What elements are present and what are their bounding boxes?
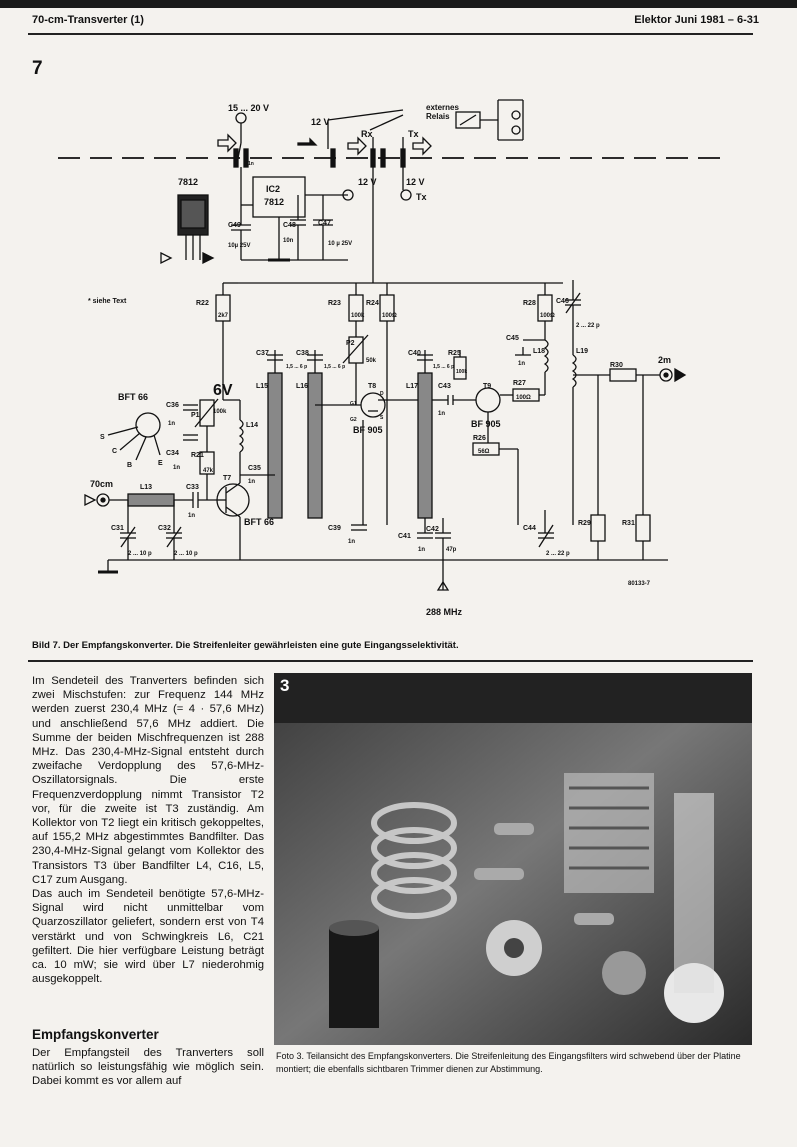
label-c38: C38	[296, 350, 309, 357]
paragraph-2: Das auch im Sendeteil benötigte 57,6-MHz-Signal wird nicht unmittelbar vom Quarzoszillator geliefert, sondern erst von T4 verstärkt und von Schwingkreis L6, C21 gefiltert. Die hier verfügbare Leistung beträgt ca. 10 mW; sie wird über L7 niederohmig ausgekoppelt.	[32, 888, 264, 986]
label-c48-value: 10n	[283, 238, 294, 244]
label-r26-value: 56Ω	[478, 449, 490, 455]
label-c43: C43	[438, 383, 451, 390]
label-c39: C39	[328, 525, 341, 532]
label-c35-value: 1n	[248, 479, 256, 485]
label-c33-value: 1n	[188, 513, 196, 519]
label-c34: C34	[166, 450, 179, 457]
running-header-right: Elektor Juni 1981 – 6-31	[634, 14, 759, 26]
label-t7: T7	[223, 475, 232, 482]
label-l16: L16	[296, 383, 309, 390]
label-t8-g2: G2	[350, 417, 357, 423]
label-c44-value: 2 ... 22 p	[546, 551, 570, 557]
label-c45: C45	[506, 335, 519, 342]
label-c36-value: 1n	[168, 421, 176, 427]
label-relay-2: Relais	[426, 112, 450, 121]
label-p1-value: 100k	[213, 409, 227, 415]
section-heading: Empfangskonverter	[32, 1027, 159, 1042]
label-c41-value: 1n	[418, 547, 426, 553]
label-12v-ic: 12 V	[358, 177, 377, 187]
label-c33: C33	[186, 484, 199, 491]
label-pin-e: E	[158, 460, 163, 467]
label-c31: C31	[111, 525, 124, 532]
body-text-column	[32, 674, 264, 986]
label-l18: L18	[533, 348, 546, 355]
page-top-band	[0, 0, 797, 8]
label-c47-value: 10 µ 25V	[328, 241, 353, 247]
caption-rule	[28, 660, 753, 662]
label-2m-output: 2m	[658, 355, 672, 365]
label-c34-value: 1n	[173, 465, 181, 471]
label-c49-value: 10µ 25V	[228, 243, 251, 249]
label-r21-value: 47k	[203, 468, 214, 474]
figure-7-caption: Bild 7. Der Empfangskonverter. Die Streifenleiter gewährleisten eine gute Eingangsselektivität.	[32, 640, 459, 651]
label-p2: P2	[346, 340, 355, 347]
handwritten-6v-note: 6V	[213, 382, 233, 399]
label-pin-c: C	[112, 448, 118, 455]
label-l19: L19	[576, 348, 589, 355]
label-7812-package: 7812	[178, 177, 199, 187]
label-c49: C49	[228, 222, 241, 229]
label-c48: C48	[283, 222, 296, 229]
label-r26: R26	[473, 435, 486, 442]
label-note: * siehe Text	[88, 298, 127, 305]
label-l13: L13	[140, 484, 153, 491]
label-ic2: IC2	[266, 184, 281, 194]
label-tx: Tx	[408, 129, 419, 139]
label-r27-value: 100Ω	[516, 395, 531, 401]
label-figure-code: 80133-7	[628, 581, 651, 587]
label-t9: T9	[483, 383, 492, 390]
section-text: Der Empfangsteil des Tranverters soll natürlich so leistungsfähig wie möglich sein. Dabei kommt es vor allem auf	[32, 1047, 264, 1088]
label-12v-relay: 12 V	[311, 117, 330, 127]
label-t9-type: BF 905	[471, 419, 501, 429]
label-r28: R28	[523, 300, 536, 307]
receive-converter-schematic	[28, 55, 758, 630]
label-r22: R22	[196, 300, 209, 307]
label-15-20v: 15 ... 20 V	[228, 103, 270, 113]
label-bft66-package: BFT 66	[118, 392, 149, 402]
label-l15: L15	[256, 383, 269, 390]
label-c32: C32	[158, 525, 171, 532]
label-c36: C36	[166, 402, 179, 409]
label-r25: R25	[448, 350, 461, 357]
label-c37: C37	[256, 350, 269, 357]
label-c38-value: 1,5 ... 6 p	[324, 364, 346, 370]
photo-receive-converter	[274, 673, 752, 1045]
label-c43-value: 1n	[438, 411, 446, 417]
paragraph-1: Im Sendeteil des Tranverters befinden sich zwei Mischstufen: zur Frequenz 144 MHz werden zuerst 230,4 MHz (= 4 · 57,6 MHz) und anschließend 57,6 MHz addiert. Die Summe der beiden Mischfrequenzen ist 288 MHz. Das 230,4-MHz-Signal entsteht durch zweifache Verdopplung des 57,6-MHz-Oszillatorsignals. Die erste Frequenzverdopplung nimmt Transistor T2 vor, für die zweite ist T3 zuständig. Am Kollektor von T2 liegt ein kritisch gekoppeltes, auf 155,2 MHz abgestimmtes Bandfilter. Das 230,4-MHz-Signal gelangt vom Kollektor des Transistors T3 über Bandfilter L4, C16, L5, C17 zum Ausgang.	[32, 675, 264, 886]
label-ic2-type: 7812	[264, 197, 285, 207]
label-t8-type: BF 905	[353, 425, 383, 435]
label-12v-tx: 12 V	[406, 177, 425, 187]
label-c35: C35	[248, 465, 261, 472]
label-288mhz: 288 MHz	[426, 607, 463, 617]
label-tx-out: Tx	[416, 192, 427, 202]
label-c46-value: 2 ... 22 p	[576, 323, 600, 329]
label-l14: L14	[246, 422, 259, 429]
figure-3-number: 3	[280, 676, 290, 695]
label-c42: C42	[426, 526, 439, 533]
label-r21: R21	[191, 452, 204, 459]
label-t8: T8	[368, 383, 377, 390]
label-pin-s: S	[100, 434, 105, 441]
label-r23: R23	[328, 300, 341, 307]
label-c44: C44	[523, 525, 536, 532]
label-feedthrough-cap: 1n	[248, 161, 254, 167]
label-r28-value: 100Ω	[540, 313, 555, 319]
label-relay-1: externes	[426, 103, 459, 112]
label-c42-value: 47p	[446, 547, 457, 553]
label-c32-value: 2 ... 10 p	[174, 551, 198, 557]
label-t8-g1: G1	[350, 401, 357, 407]
label-70cm-input: 70cm	[90, 479, 114, 489]
label-t8-s: S	[380, 415, 384, 421]
label-r29: R29	[578, 520, 591, 527]
label-l17: L17	[406, 383, 419, 390]
label-c47: C47	[318, 220, 331, 227]
label-r24: R24	[366, 300, 379, 307]
label-r31: R31	[622, 520, 635, 527]
figure-7-number: 7	[32, 58, 43, 79]
label-p2-value: 50k	[366, 358, 377, 364]
label-r22-value: 2k7	[218, 313, 229, 319]
label-rx: Rx	[361, 129, 373, 139]
label-c40: C40	[408, 350, 421, 357]
label-r24-value: 100Ω	[382, 313, 397, 319]
label-c45-value: 1n	[518, 361, 526, 367]
running-header-left: 70-cm-Transverter (1)	[32, 14, 144, 26]
label-c41: C41	[398, 533, 411, 540]
label-c46: C46	[556, 298, 569, 305]
label-c40-value: 1,5 ... 6 p	[433, 364, 455, 370]
header-rule	[28, 33, 753, 35]
label-t8-d: D	[380, 391, 384, 397]
label-t7-type: BFT 66	[244, 517, 275, 527]
label-r23-value: 100k	[351, 313, 365, 319]
label-c39-value: 1n	[348, 539, 356, 545]
label-r25-value: 100k	[456, 369, 468, 375]
label-p1: P1	[191, 412, 200, 419]
figure-3-caption: Foto 3. Teilansicht des Empfangskonverters. Die Streifenleitung des Eingangsfilters wird schwebend über der Platine montiert; die ebenfalls sichtbaren Trimmer dienen zur Abstimmung.	[276, 1051, 741, 1074]
label-r30: R30	[610, 362, 623, 369]
label-c37-value: 1,5 ... 6 p	[286, 364, 308, 370]
label-pin-b: B	[127, 462, 133, 469]
label-r27: R27	[513, 380, 526, 387]
label-c31-value: 2 ... 10 p	[128, 551, 152, 557]
